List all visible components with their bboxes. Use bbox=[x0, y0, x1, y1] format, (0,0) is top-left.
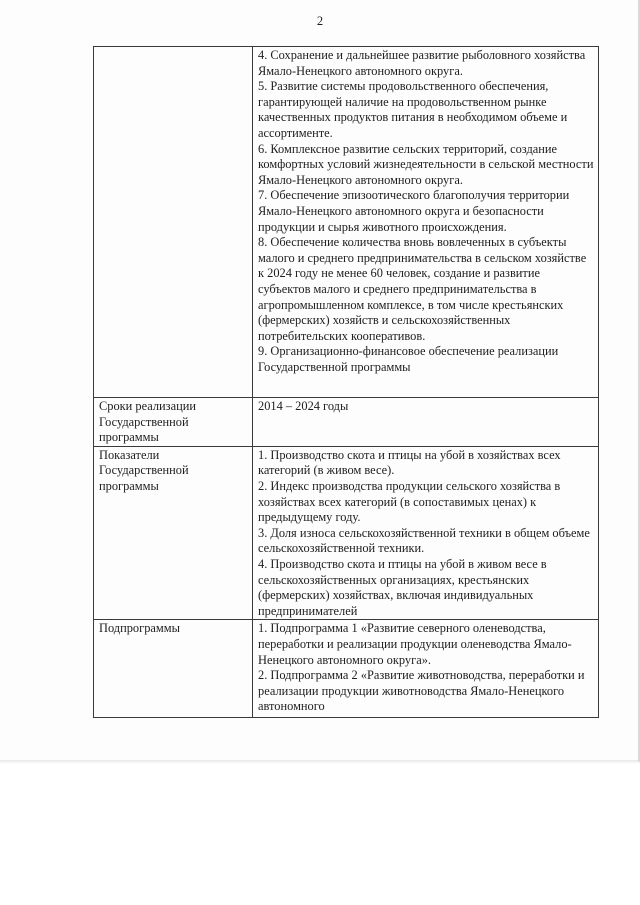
subprograms-content-cell bbox=[253, 620, 599, 718]
indicator-item: 1. Производство скота и птицы на убой в хозяйствах всех категорий (в живом весе). bbox=[258, 447, 561, 478]
subprogram-item: 2. Подпрограмма 2 «Развитие животноводства, переработки и реализации продукции животноводства Ямало-Ненецкого автономного bbox=[258, 668, 585, 714]
goals-label-cell bbox=[94, 47, 253, 398]
indicator-item: 4. Производство скота и птицы на убой в живом весе в сельскохозяйственных организациях, крестьянских (фермерских) хозяйствах, включая индивидуальных предпринимателей bbox=[258, 556, 547, 618]
goal-item: 5. Развитие системы продовольственного обеспечения, гарантирующей наличие на продовольственном рынке качественных продуктов питания в необходимом объеме и ассортименте. bbox=[258, 79, 568, 140]
indicators-row bbox=[94, 446, 599, 620]
goal-item: 6. Комплексное развитие сельских территорий, создание комфортных условий жизнедеятельности в сельской местности Ямало-Ненецкого автономного округа. bbox=[258, 141, 594, 187]
goal-item: 4. Сохранение и дальнейшее развитие рыболовного хозяйства Ямало-Ненецкого автономного округа. bbox=[258, 48, 586, 78]
indicator-item: 2. Индекс производства продукции сельского хозяйства в хозяйствах всех категорий (в сопоставимых ценах) к предыдущему году. bbox=[258, 478, 561, 525]
page-number: 2 bbox=[316, 14, 324, 28]
terms-row bbox=[94, 398, 599, 447]
terms-label-cell: Сроки реализации Государственной программы bbox=[94, 398, 253, 447]
indicator-item: 3. Доля износа сельскохозяйственной техники в общем объеме сельскохозяйственной техники. bbox=[258, 525, 590, 556]
subprograms-label-cell: Подпрограммы bbox=[94, 620, 253, 718]
goal-item: 7. Обеспечение эпизоотического благополучия территории Ямало-Ненецкого автономного округа и безопасности продукции и сырья животного происхождения. bbox=[258, 188, 570, 234]
program-passport-table bbox=[93, 46, 599, 718]
indicators-content-cell bbox=[253, 446, 599, 620]
indicators-label-cell: Показатели Государственной программы bbox=[94, 446, 253, 620]
scan-bottom-edge bbox=[0, 760, 640, 764]
subprograms-row bbox=[94, 620, 599, 718]
goals-row bbox=[94, 47, 599, 398]
goal-item: 8. Обеспечение количества вновь вовлеченных в субъекты малого и среднего предпринимательства в сельском хозяйстве к 2024 году не менее 60 человек, создание и развитие субъектов малого и среднего предпринимательства в агропромышленном комплексе, в том числе крестьянских (фермерских) хозяйств и сельскохозяйственных потребительских кооперативов. bbox=[258, 235, 587, 343]
goal-item: 9. Организационно-финансовое обеспечение реализации Государственной программы bbox=[258, 344, 559, 374]
subprogram-item: 1. Подпрограмма 1 «Развитие северного оленеводства, переработки и реализации продукции оленеводства Ямало-Ненецкого автономного округа». bbox=[258, 621, 572, 667]
terms-value-cell: 2014 – 2024 годы bbox=[253, 398, 599, 447]
goals-content-cell bbox=[253, 47, 599, 398]
